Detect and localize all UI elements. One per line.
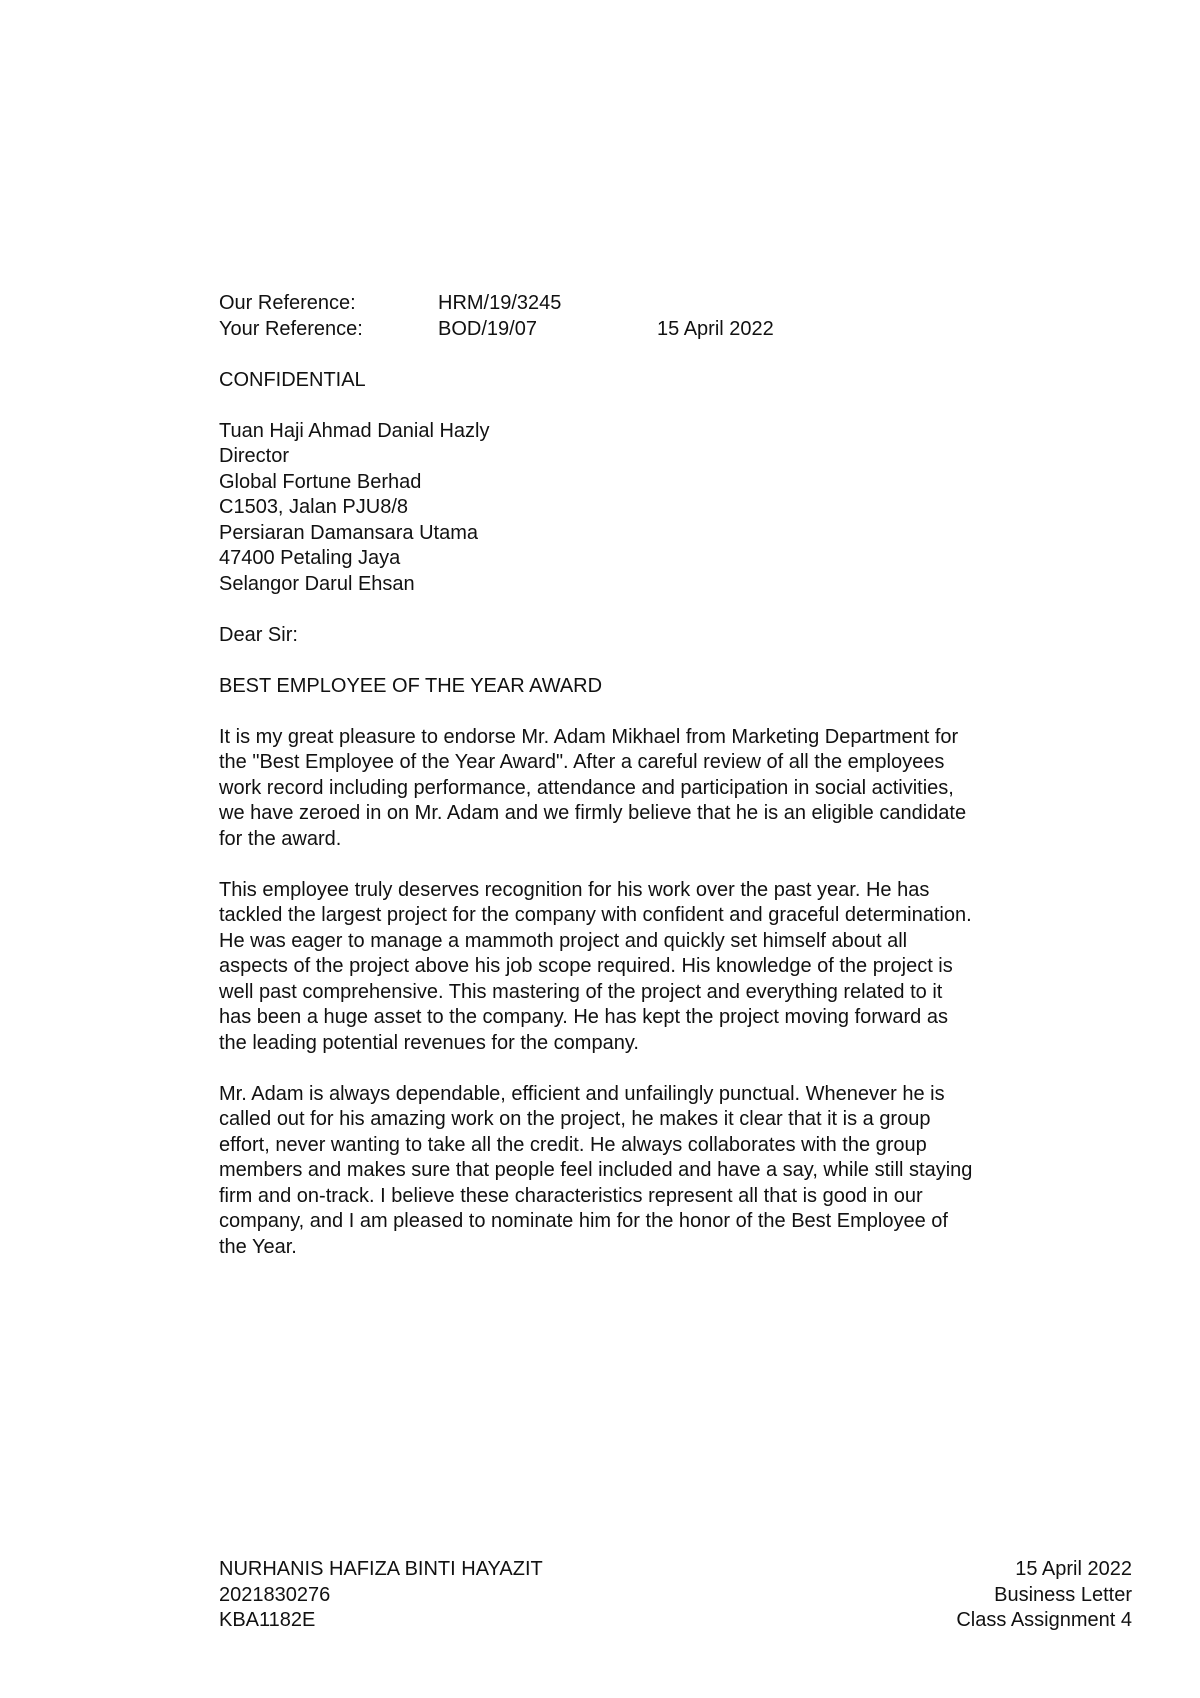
body-paragraph-1 <box>219 725 1079 853</box>
recipient-address-line: C1503, Jalan PJU8/8 <box>219 496 409 518</box>
paragraph-line: effort, never wanting to take all the credit. He always collaborates with the group <box>219 1133 927 1156</box>
your-reference-value: BOD/19/07 <box>438 317 537 340</box>
recipient-company: Global Fortune Berhad <box>219 470 422 493</box>
paragraph-line: the Year. <box>219 1235 297 1258</box>
paragraph-line: firm and on-track. I believe these characteristics represent all that is good in our <box>219 1184 923 1207</box>
subject-line: BEST EMPLOYEE OF THE YEAR AWARD <box>219 674 603 697</box>
our-reference-label: Our Reference: <box>219 292 356 314</box>
recipient-address-line: 47400 Petaling Jaya <box>219 547 401 569</box>
paragraph-line: It is my great pleasure to endorse Mr. Adam Mikhael from Marketing Department for <box>219 725 959 748</box>
paragraph-line: for the award. <box>219 827 342 850</box>
paragraph-line: well past comprehensive. This mastering of the project and everything related to it <box>219 980 943 1003</box>
salutation: Dear Sir: <box>219 623 298 646</box>
recipient-address-line: Persiaran Damansara Utama <box>219 521 478 544</box>
footer-course-code: KBA1182E <box>219 1609 316 1631</box>
footer-date: 15 April 2022 <box>1015 1558 1132 1580</box>
your-reference-label: Your Reference: <box>219 317 363 340</box>
paragraph-line: has been a huge asset to the company. He has kept the project moving forward as <box>219 1006 948 1028</box>
paragraph-line: He was eager to manage a mammoth project and quickly set himself about all <box>219 929 908 952</box>
your-reference-row <box>219 317 1079 343</box>
paragraph-line: tackled the largest project for the company with confident and graceful determination. <box>219 904 972 926</box>
paragraph-line: called out for his amazing work on the project, he makes it clear that it is a group <box>219 1108 931 1130</box>
paragraph-line: This employee truly deserves recognition for his work over the past year. He has <box>219 878 930 901</box>
body-paragraph-3 <box>219 1082 1079 1261</box>
paragraph-line: work record including performance, attendance and participation in social activities, <box>219 776 954 799</box>
confidential-label: CONFIDENTIAL <box>219 368 366 391</box>
paragraph-line: members and makes sure that people feel included and have a say, while still staying <box>219 1159 973 1181</box>
paragraph-line: the leading potential revenues for the company. <box>219 1031 639 1054</box>
footer-student-name: NURHANIS HAFIZA BINTI HAYAZIT <box>219 1558 543 1580</box>
body-paragraph-2 <box>219 878 1079 1057</box>
footer-student-info <box>219 1557 543 1634</box>
paragraph-line: the "Best Employee of the Year Award". After a careful review of all the employees <box>219 751 945 773</box>
paragraph-line: we have zeroed in on Mr. Adam and we firmly believe that he is an eligible candidate <box>219 802 967 824</box>
our-reference-row <box>219 291 1079 317</box>
our-reference-value: HRM/19/3245 <box>438 292 562 314</box>
recipient-title: Director <box>219 445 290 467</box>
recipient-address <box>219 419 1079 598</box>
recipient-address-line: Selangor Darul Ehsan <box>219 572 415 595</box>
footer-doc-type: Business Letter <box>994 1583 1132 1606</box>
letter-date: 15 April 2022 <box>657 317 774 340</box>
letter-body <box>219 291 1079 1260</box>
footer-assignment: Class Assignment 4 <box>956 1609 1132 1631</box>
paragraph-line: company, and I am pleased to nominate him for the honor of the Best Employee of <box>219 1210 948 1232</box>
page-footer <box>219 1557 1132 1634</box>
paragraph-line: Mr. Adam is always dependable, efficient and unfailingly punctual. Whenever he is <box>219 1082 945 1105</box>
footer-student-id: 2021830276 <box>219 1583 331 1606</box>
paragraph-line: aspects of the project above his job scope required. His knowledge of the project is <box>219 955 953 977</box>
footer-assignment-info <box>956 1557 1132 1634</box>
recipient-name: Tuan Haji Ahmad Danial Hazly <box>219 419 490 442</box>
